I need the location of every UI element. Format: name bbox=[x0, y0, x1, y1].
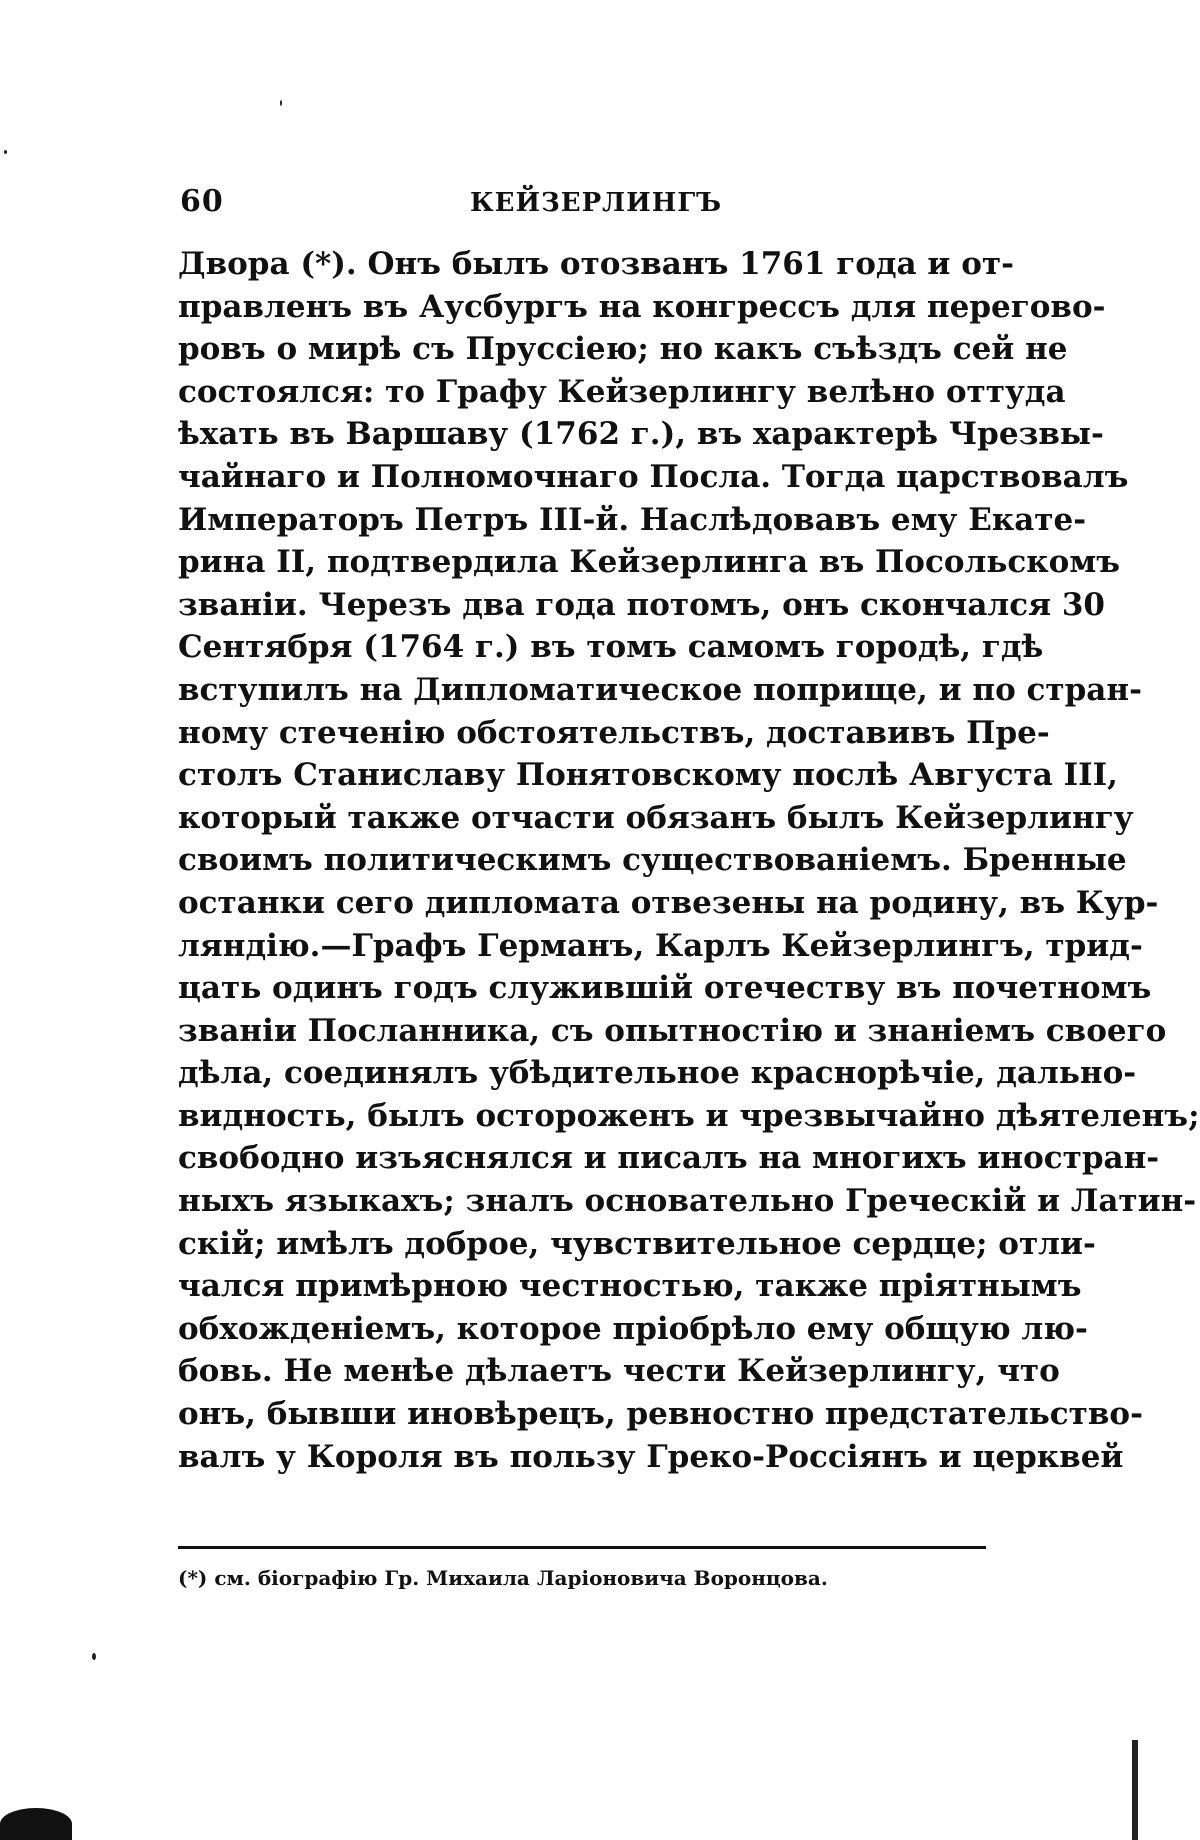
page-header bbox=[180, 180, 980, 230]
scan-smudge bbox=[0, 1808, 72, 1840]
text-line: ѣхать въ Варшаву (1762 г.), въ характерѣ Чрезвы- bbox=[178, 416, 1104, 453]
text-line: ныхъ языкахъ; зналъ основательно Греческій и Латин- bbox=[178, 1183, 1197, 1220]
text-line: свободно изъяснялся и писалъ на многихъ иностран- bbox=[178, 1140, 1160, 1177]
scan-edge-mark bbox=[1132, 1740, 1138, 1840]
text-line: своимъ политическимъ существованіемъ. Бренные bbox=[178, 842, 1127, 879]
page-number: 60 bbox=[180, 184, 224, 219]
text-line: останки сего дипломата отвезены на родину, въ Кур- bbox=[178, 884, 1159, 921]
text-line: скій; имѣлъ доброе, чувствительное сердце; отли- bbox=[178, 1225, 1096, 1262]
scan-speck bbox=[280, 100, 282, 106]
body-text bbox=[178, 243, 1200, 1478]
text-line: званіи. Черезъ два года потомъ, онъ скончался 30 bbox=[178, 586, 1105, 623]
text-line: состоялся: то Графу Кейзерлингу велѣно оттуда bbox=[178, 373, 1066, 410]
text-line: ляндію.—Графъ Германъ, Карлъ Кейзерлингъ, трид- bbox=[178, 927, 1143, 964]
text-line: вступилъ на Дипломатическое поприще, и по стран- bbox=[178, 671, 1142, 708]
text-line: цать одинъ годъ служившій отечеству въ почетномъ bbox=[178, 970, 1152, 1007]
text-line: видность, былъ остороженъ и чрезвычайно дѣятеленъ; bbox=[178, 1097, 1200, 1134]
running-head: КЕЙЗЕРЛИНГЪ bbox=[470, 188, 723, 218]
footnote: (*) см. біографію Гр. Михаила Ларіоновича Воронцова. bbox=[178, 1566, 828, 1590]
footnote-rule bbox=[178, 1546, 986, 1549]
text-line: правленъ въ Аусбургъ на конгрессъ для перегово- bbox=[178, 288, 1106, 325]
text-line: Императоръ Петръ III-й. Наслѣдовавъ ему Екате- bbox=[178, 501, 1087, 538]
text-line: чался примѣрною честностью, также пріятнымъ bbox=[178, 1268, 1082, 1305]
text-line: чайнаго и Полномочнаго Посла. Тогда царствовалъ bbox=[178, 458, 1129, 495]
text-line: рина II, подтвердила Кейзерлинга въ Посольскомъ bbox=[178, 544, 1121, 581]
text-line: столъ Станиславу Понятовскому послѣ Августа III, bbox=[178, 757, 1118, 794]
text-line: Двора (*). Онъ былъ отозванъ 1761 года и от- bbox=[178, 246, 1014, 282]
text-line: валъ у Короля въ пользу Греко-Россіянъ и церквей bbox=[178, 1438, 1124, 1475]
text-line: званіи Посланника, съ опытностію и знаніемъ своего bbox=[178, 1012, 1167, 1049]
text-line: ровъ о мирѣ съ Пруссіею; но какъ съѣздъ сей не bbox=[178, 331, 1068, 368]
text-line: онъ, бывши иновѣрецъ, ревностно предстательство- bbox=[178, 1396, 1143, 1433]
text-line: дѣла, соединялъ убѣдительное краснорѣчіе, дально- bbox=[178, 1055, 1137, 1092]
text-line: бовь. Не менѣе дѣлаетъ чести Кейзерлингу, что bbox=[178, 1353, 1060, 1390]
text-line: который также отчасти обязанъ былъ Кейзерлингу bbox=[178, 799, 1134, 836]
scan-speck bbox=[4, 150, 7, 154]
text-line: обхожденіемъ, которое пріобрѣло ему общую лю- bbox=[178, 1310, 1088, 1347]
text-line: ному стеченію обстоятельствъ, доставивъ Пре- bbox=[178, 714, 1050, 751]
scan-speck bbox=[92, 1653, 96, 1660]
text-line: Сентября (1764 г.) въ томъ самомъ городѣ, гдѣ bbox=[178, 629, 1044, 666]
